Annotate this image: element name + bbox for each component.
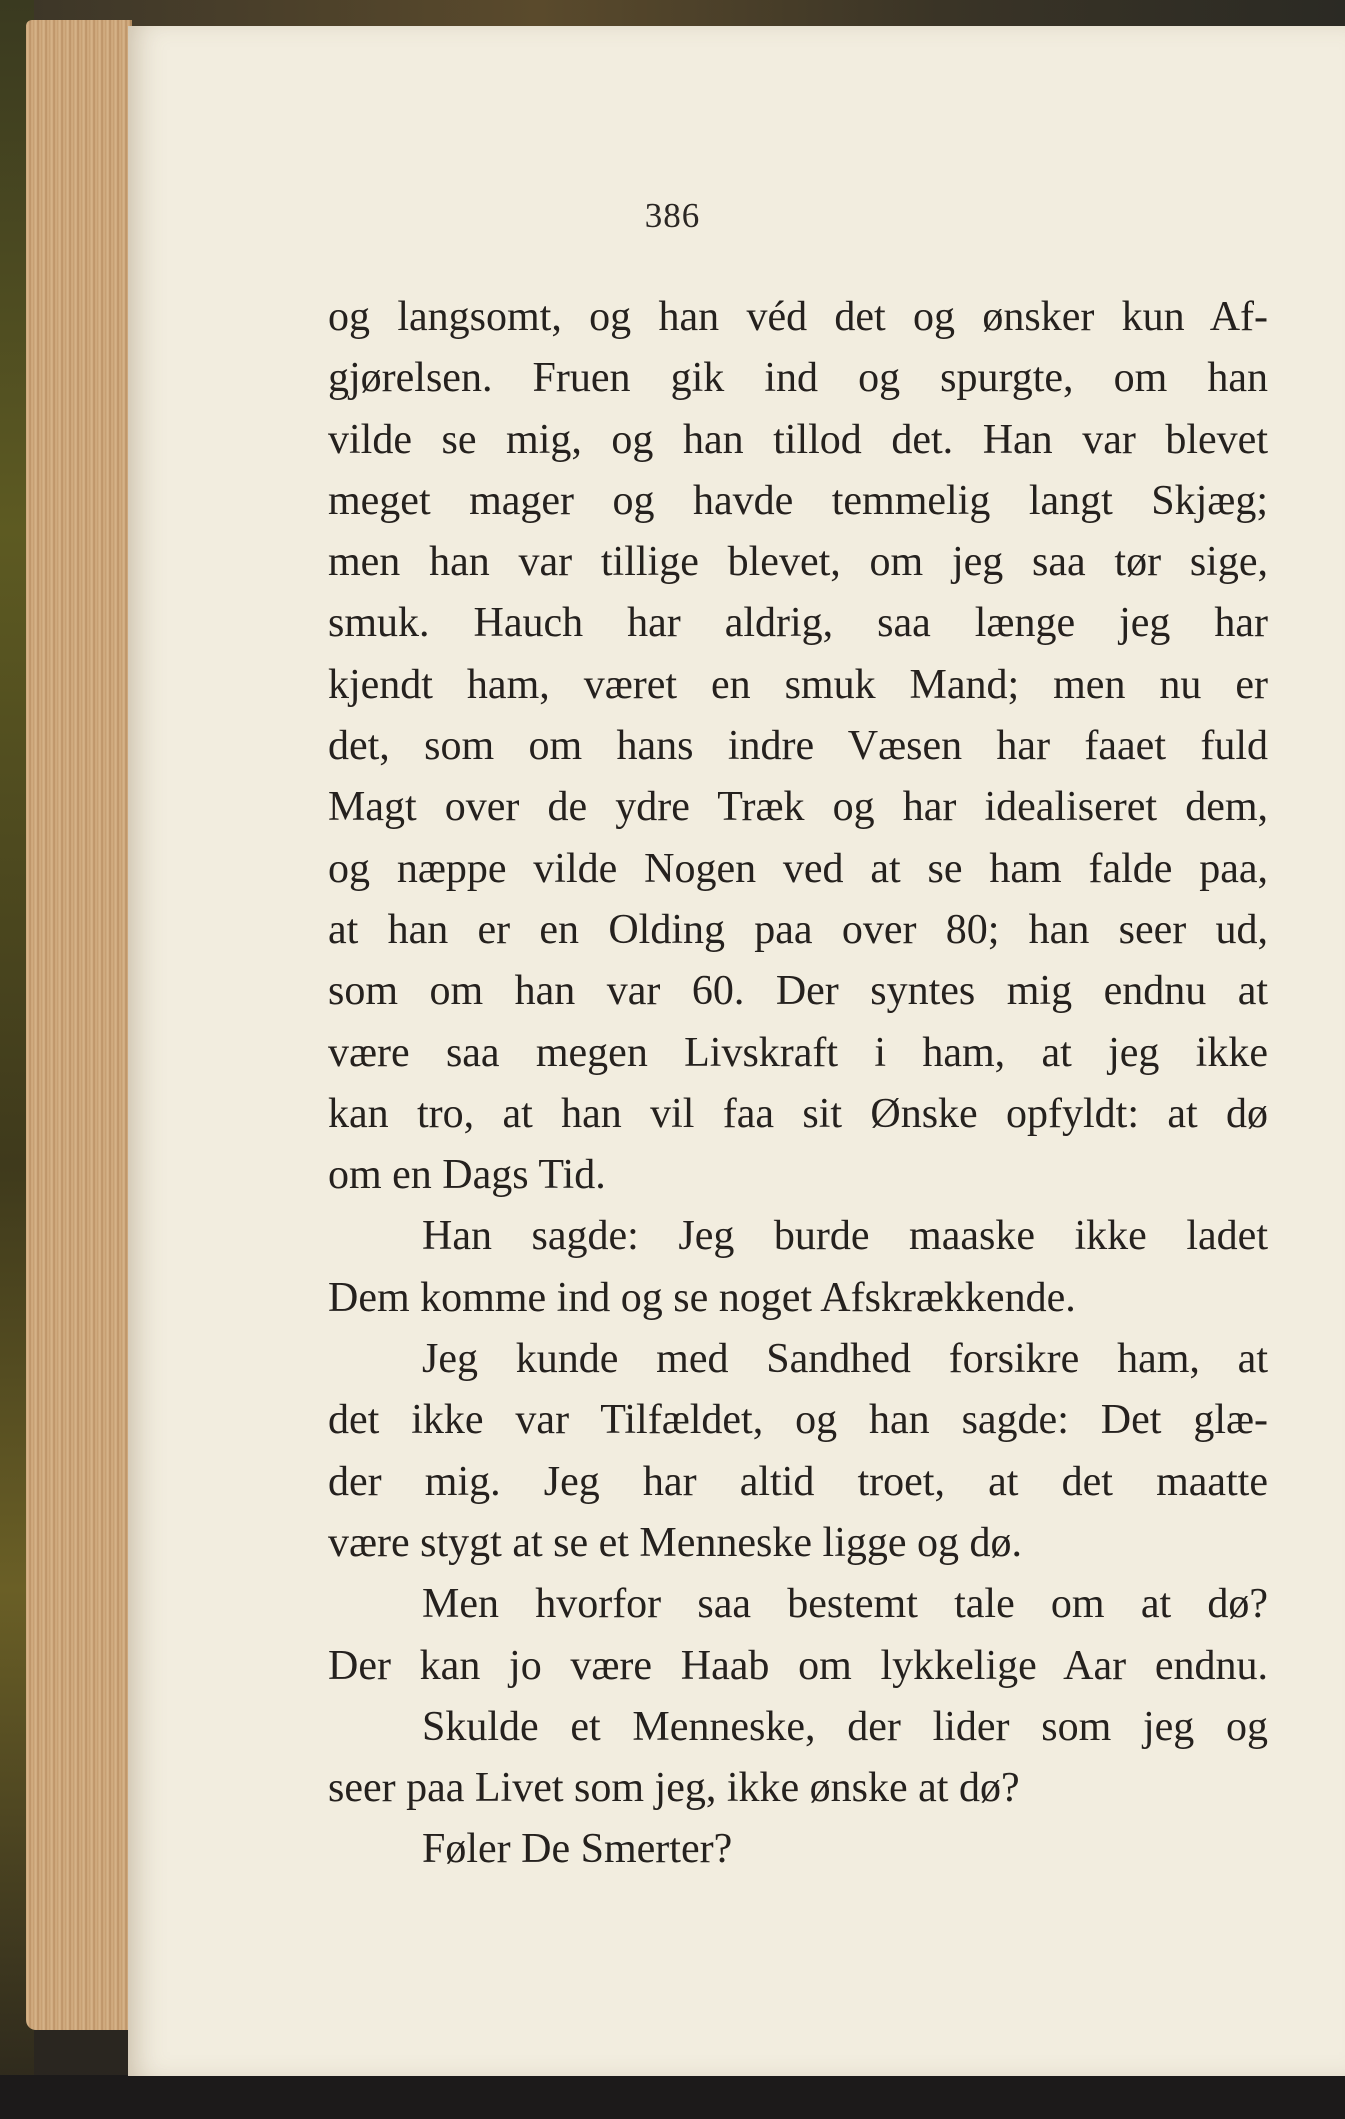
text-line: gjørelsen. Fruen gik ind og spurgte, om han xyxy=(328,355,1268,402)
text-line: det, som om hans indre Væsen har faaet fuld xyxy=(328,723,1268,770)
text-line: Dem komme ind og se noget Afskrækkende. xyxy=(328,1274,1076,1321)
text-line: Jeg kunde med Sandhed forsikre ham, at xyxy=(422,1336,1268,1383)
text-line: være saa megen Livskraft i ham, at jeg ikke xyxy=(328,1029,1268,1076)
book-binding-bottom xyxy=(0,2075,1345,2119)
text-line: Magt over de ydre Træk og har idealiseret dem, xyxy=(328,784,1268,831)
text-line: meget mager og havde temmelig langt Skjæg; xyxy=(328,477,1268,524)
text-line: om en Dags Tid. xyxy=(328,1152,606,1199)
text-line: der mig. Jeg har altid troet, at det maatte xyxy=(328,1458,1268,1505)
text-line: Han sagde: Jeg burde maaske ikke ladet xyxy=(422,1213,1268,1260)
text-line: kan tro, at han vil faa sit Ønske opfyldt: at dø xyxy=(328,1090,1268,1137)
text-line: som om han var 60. Der syntes mig endnu at xyxy=(328,968,1268,1015)
text-line: men han var tillige blevet, om jeg saa tør sige, xyxy=(328,539,1268,586)
text-line: smuk. Hauch har aldrig, saa længe jeg har xyxy=(328,600,1268,647)
text-line: at han er en Olding paa over 80; han seer ud, xyxy=(328,906,1268,953)
body-text xyxy=(328,287,1268,1881)
text-line: og næppe vilde Nogen ved at se ham falde paa, xyxy=(328,845,1268,892)
text-line: være stygt at se et Menneske ligge og dø. xyxy=(328,1519,1023,1566)
text-line: og langsomt, og han véd det og ønsker kun Af- xyxy=(328,294,1268,340)
text-line: Men hvorfor saa bestemt tale om at dø? xyxy=(422,1581,1268,1628)
text-line: vilde se mig, og han tillod det. Han var blevet xyxy=(328,416,1268,463)
text-line: seer paa Livet som jeg, ikke ønske at dø? xyxy=(328,1765,1020,1812)
text-line: Der kan jo være Haab om lykkelige Aar endnu. xyxy=(328,1642,1268,1689)
text-line: kjendt ham, været en smuk Mand; men nu er xyxy=(328,661,1268,708)
text-line: det ikke var Tilfældet, og han sagde: Det glæ- xyxy=(328,1397,1268,1444)
text-line: Føler De Smerter? xyxy=(422,1826,733,1873)
page-edges xyxy=(26,20,132,2030)
page-number: 386 xyxy=(644,196,701,235)
text-line: Skulde et Menneske, der lider som jeg og xyxy=(422,1703,1268,1750)
